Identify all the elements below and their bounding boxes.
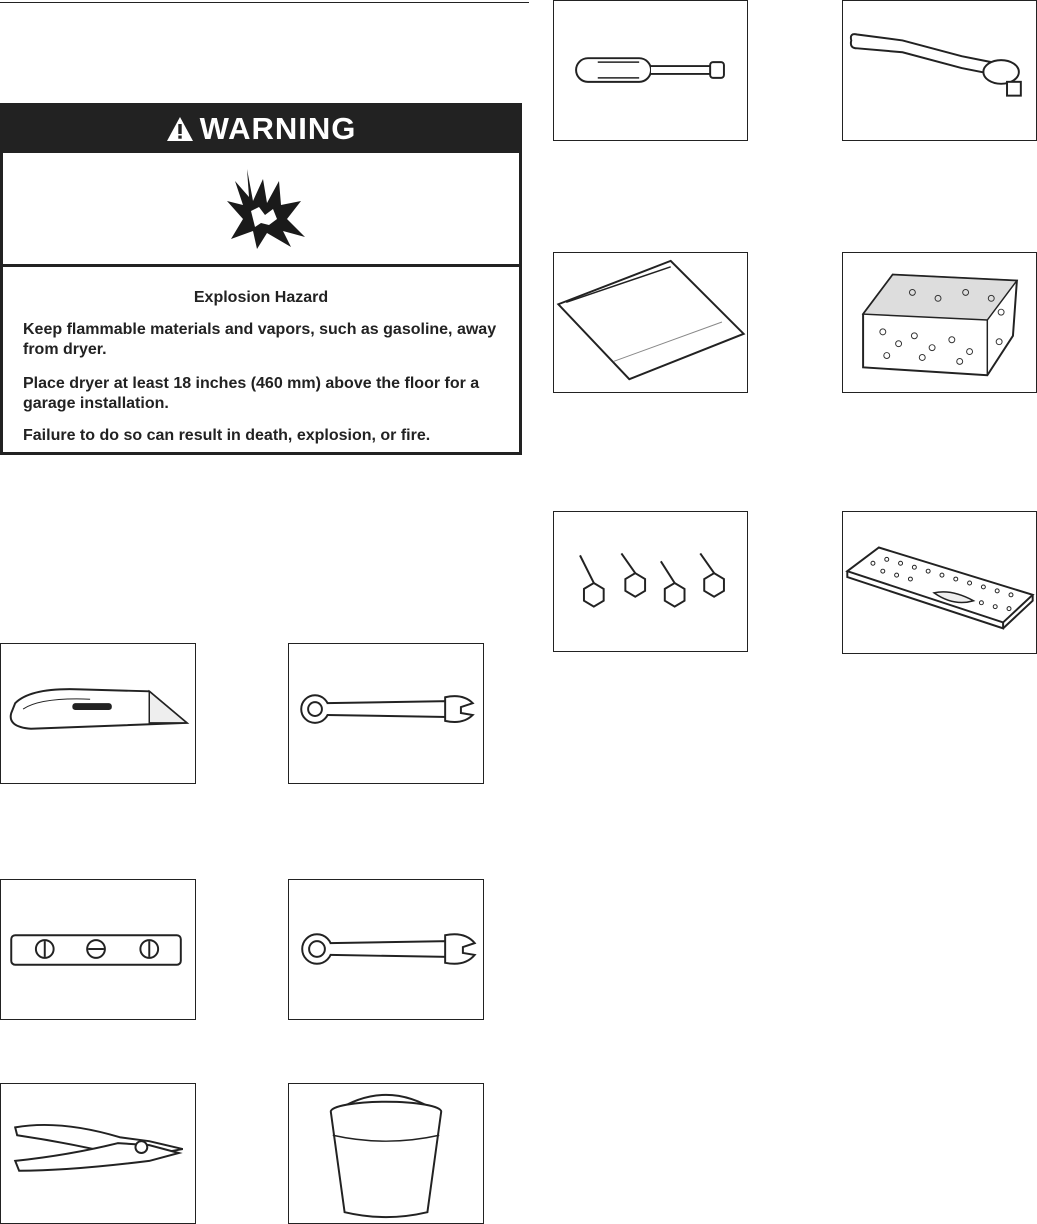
tool-tile [288,879,484,1020]
foam-block-icon [843,253,1036,392]
part-tile [842,252,1037,393]
part-tile [553,511,748,652]
warning-triangle-icon [166,116,194,142]
tool-tile [288,643,484,784]
tool-tile [0,879,196,1020]
part-tile [842,511,1037,654]
explosion-icon [221,167,307,253]
part-tile [842,0,1037,141]
tool-tile [288,1083,484,1224]
warning-paragraph-3: Failure to do so can result in death, explosion, or fire. [23,427,431,444]
stacking-bracket-icon [843,512,1036,653]
warning-paragraph-1: Keep flammable materials and vapors, such as gasoline, away from dryer. [23,321,497,358]
pliers-icon [1,1084,195,1223]
part-tile [553,252,748,393]
warning-heading: WARNING [199,110,357,146]
combination-wrench-icon [289,880,483,1019]
bucket-icon [289,1084,483,1223]
utility-knife-icon [1,644,195,783]
parts-bag-icon [554,253,747,392]
tool-tile [0,643,196,784]
top-rule [0,2,529,3]
level-icon [1,880,195,1019]
warning-icon-row [3,151,519,267]
nut-driver-icon [554,1,747,140]
warning-paragraph-2: Place dryer at least 18 inches (460 mm) above the floor for a garage installation. [23,375,480,412]
tool-tile [0,1083,196,1224]
hex-head-screws-icon [554,512,747,651]
warning-header [3,106,519,151]
part-tile [553,0,748,141]
ratchet-icon [843,1,1036,140]
open-end-wrench-icon [289,644,483,783]
hazard-title: Explosion Hazard [193,289,329,306]
